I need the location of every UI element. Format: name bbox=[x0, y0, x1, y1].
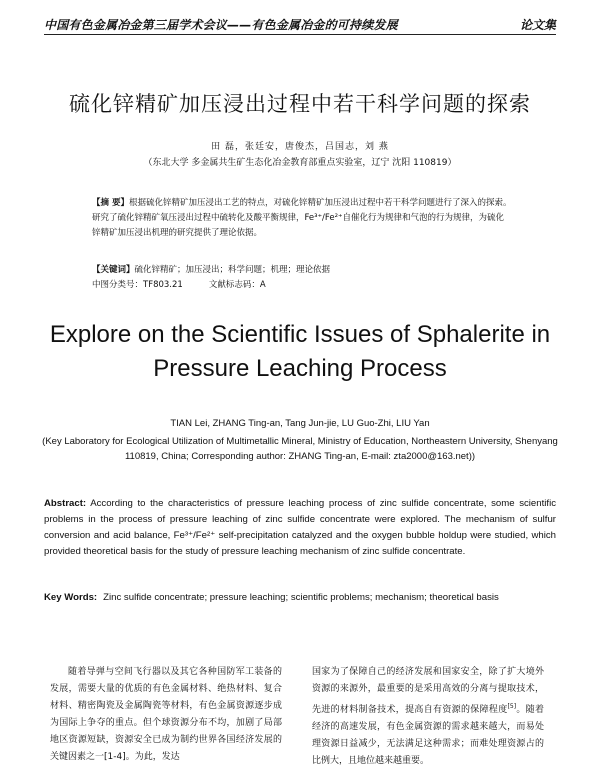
chinese-affiliation: （东北大学 多金属共生矿生态化冶金教育部重点实验室，辽宁 沈阳 110819） bbox=[143, 158, 457, 168]
body-column-right bbox=[312, 664, 544, 770]
english-abstract-text: According to the characteristics of pressure leaching process of zinc sulfide concentrate, some scientific problems in the process of pressure leaching of zinc sulfide concentrate were explored. The mechanism of sulfur conversion and acid balance, Fe³⁺/Fe²⁺ self-precipitation catalyzed and the oxygen bubble holdup were studied, which provided theoretical basis for the study of pressure leaching mechanism of zinc sulfide concentrate. bbox=[44, 498, 556, 557]
body-right-text-a: 国家为了保障自己的经济发展和国家安全，除了扩大境外资源的来源外，最重要的是采用高效的分离与提取技术，先进的材料制备技术，提高自有资源的保障程度 bbox=[312, 667, 544, 715]
english-title bbox=[0, 318, 600, 386]
reference-marker[interactable]: [5] bbox=[507, 703, 517, 710]
running-header bbox=[44, 14, 556, 34]
chinese-abstract-text: 根据硫化锌精矿加压浸出工艺的特点，对硫化锌精矿加压浸出过程中若干科学问题进行了深入的探索。研究了硫化锌精矿氧压浸出过程中硫转化及酸平衡规律，Fe³⁺/Fe²⁺自催化行为规律和气泡的行为规律，为硫化锌精矿加压浸出机理的研究提供了理论依据。 bbox=[92, 198, 512, 238]
classification-line bbox=[92, 278, 512, 292]
chinese-keywords-text: 硫化锌精矿；加压浸出；科学问题；机理；理论依据 bbox=[134, 265, 331, 275]
english-abstract-label: Abstract: bbox=[44, 498, 87, 509]
english-keywords-label: Key Words: bbox=[44, 592, 98, 603]
english-keywords bbox=[44, 592, 556, 603]
header-section-label: 论文集 bbox=[519, 18, 556, 32]
chinese-keywords bbox=[92, 263, 512, 277]
english-title-line-1: Explore on the Scientific Issues of Sphalerite in bbox=[49, 321, 551, 348]
english-title-line-2: Pressure Leaching Process bbox=[153, 355, 447, 382]
body-right-text-b: 。随着经济的高速发展，有色金属资源的需求越来越大，而易处理资源日益减少，无法满足这种需求；而难处理资源占的比例大，且地位越来越重要。 bbox=[312, 705, 544, 766]
document-code: 文献标志码：A bbox=[208, 280, 266, 290]
header-divider bbox=[44, 34, 556, 35]
chinese-authors: 田 磊，张廷安，唐俊杰，吕国志，刘 燕 bbox=[211, 142, 389, 152]
classification-number: 中图分类号：TF803.21 bbox=[92, 280, 183, 290]
body-left-text: 随着导弹与空间飞行器以及其它各种国防军工装备的发展，需要大量的优质的有色金属材料、绝热材料、复合材料、精密陶瓷及金属陶瓷等材料，有色金属资源逐步成为国际上争夺的重点。但个球资源分布不均，加剧了局部地区资源短缺，资源安全已成为制约世界各国经济发展的关键因素之一[1-4]。为此，发达 bbox=[50, 667, 282, 762]
body-column-left bbox=[50, 664, 282, 766]
english-abstract bbox=[44, 496, 556, 560]
body-right-paragraph bbox=[312, 664, 544, 770]
english-affiliation: (Key Laboratory for Ecological Utilization of Multimetallic Mineral, Ministry of Education, Northeastern University, Shenyang 110819, China; Corresponding author: ZHANG Ting-an, E-mail: zta2000@163.net)) bbox=[42, 436, 558, 462]
english-authors: TIAN Lei, ZHANG Ting-an, Tang Jun-jie, LU Guo-Zhi, LIU Yan bbox=[170, 418, 430, 429]
chinese-keywords-label: 【关键词】 bbox=[92, 265, 135, 275]
english-keywords-text: Zinc sulfide concentrate; pressure leaching; scientific problems; mechanism; theoretical basis bbox=[103, 592, 499, 603]
chinese-title: 硫化锌精矿加压浸出过程中若干科学问题的探索 bbox=[69, 92, 531, 116]
header-conference-title: 中国有色金属冶金第三届学术会议——有色金属冶金的可持续发展 bbox=[44, 18, 398, 32]
chinese-abstract bbox=[92, 196, 512, 241]
chinese-abstract-label: 【摘 要】 bbox=[92, 198, 129, 208]
